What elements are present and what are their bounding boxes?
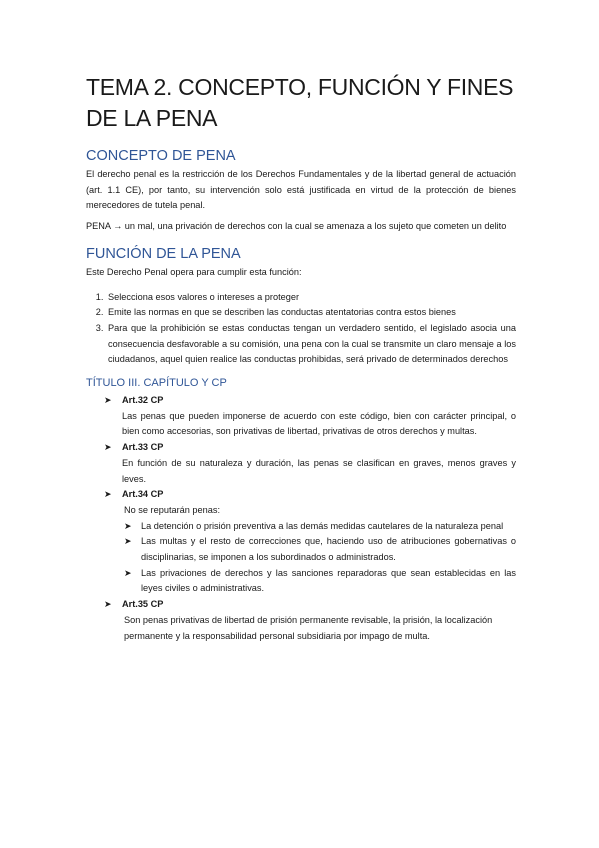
article-item [86, 440, 516, 487]
article-title: Art.33 CP [122, 442, 164, 453]
sub-list-text: Las privaciones de derechos y las sanciones reparadoras que sean establecidas en las leyes civiles o administrativas. [141, 567, 516, 594]
article-intro: No se reputarán penas: [124, 504, 221, 515]
section-heading-titulo: TÍTULO III. CAPÍTULO Y CP [86, 377, 227, 390]
list-item: 1. Selecciona esos valores o intereses a proteger [106, 290, 516, 306]
arrowhead-bullet-icon: ➤ [124, 536, 132, 547]
article-title: Art.35 CP [122, 599, 164, 610]
numbered-list [86, 290, 516, 369]
arrowhead-bullet-icon: ➤ [104, 489, 112, 500]
section-heading-concepto: CONCEPTO DE PENA [86, 148, 236, 164]
section-heading-funcion: FUNCIÓN DE LA PENA [86, 245, 241, 262]
article-body: Son penas privativas de libertad de prisión permanente revisable, la prisión, la localización permanente y la responsabilidad personal subsidiaria por impago de multa. [124, 614, 493, 641]
paragraph: PENA → un mal, una privación de derechos con la cual se amenaza a los sujeto que cometen un delito [86, 221, 507, 232]
section-concepto [86, 147, 516, 235]
arrowhead-bullet-icon: ➤ [104, 395, 112, 406]
section-titulo [86, 376, 516, 644]
paragraph: El derecho penal es la restricción de los Derechos Fundamentales y de la libertad general de actuación (art. 1.1 CE), por tanto, su intervención solo está justificada en virtud de la protección de bienes merecedores de tutela penal. [86, 169, 516, 211]
article-title: Art.34 CP [122, 489, 164, 500]
article-list [86, 393, 516, 644]
sub-list-text: Las multas y el resto de correcciones que, haciendo uso de atribuciones gobernativas o disciplinarias, se imponen a los subordinados o administrados. [141, 536, 516, 563]
article-item [86, 487, 516, 597]
sub-list-item [122, 534, 516, 565]
article-title: Art.32 CP [122, 395, 164, 406]
sub-list-item [122, 566, 516, 597]
arrowhead-bullet-icon: ➤ [124, 567, 132, 578]
section-funcion [86, 245, 516, 368]
paragraph: Este Derecho Penal opera para cumplir esta función: [86, 266, 302, 277]
arrowhead-bullet-icon: ➤ [104, 599, 112, 610]
article-item [86, 597, 516, 644]
sub-list-text: La detención o prisión preventiva a las demás medidas cautelares de la naturaleza penal [141, 520, 504, 531]
article-body: Las penas que pueden imponerse de acuerdo con este código, bien con carácter principal, o bien como accesorias, son privativas de libertad, privativas de otros derechos y multas. [122, 410, 516, 437]
article-item [86, 393, 516, 440]
sub-list-item [122, 519, 516, 535]
sub-list [122, 519, 516, 598]
arrowhead-bullet-icon: ➤ [104, 442, 112, 453]
arrowhead-bullet-icon: ➤ [124, 520, 132, 531]
page-content [86, 72, 516, 644]
list-item: 2. Emite las normas en que se describen las conductas atentatorias contra estos bienes [106, 305, 516, 321]
document-title: TEMA 2. CONCEPTO, FUNCIÓN Y FINES DE LA PENA [86, 74, 514, 131]
article-body: En función de su naturaleza y duración, las penas se clasifican en graves, menos graves y leves. [122, 457, 516, 484]
list-item: 3. Para que la prohibición se estas conductas tengan un verdadero sentido, el legislado asocia una consecuencia desfavorable a su comisión, una pena con la cual se transmite un claro mensaje a los ciudadanos, aquel quien realice las conductas prohibidas, será privado de determinados derechos [106, 321, 516, 368]
